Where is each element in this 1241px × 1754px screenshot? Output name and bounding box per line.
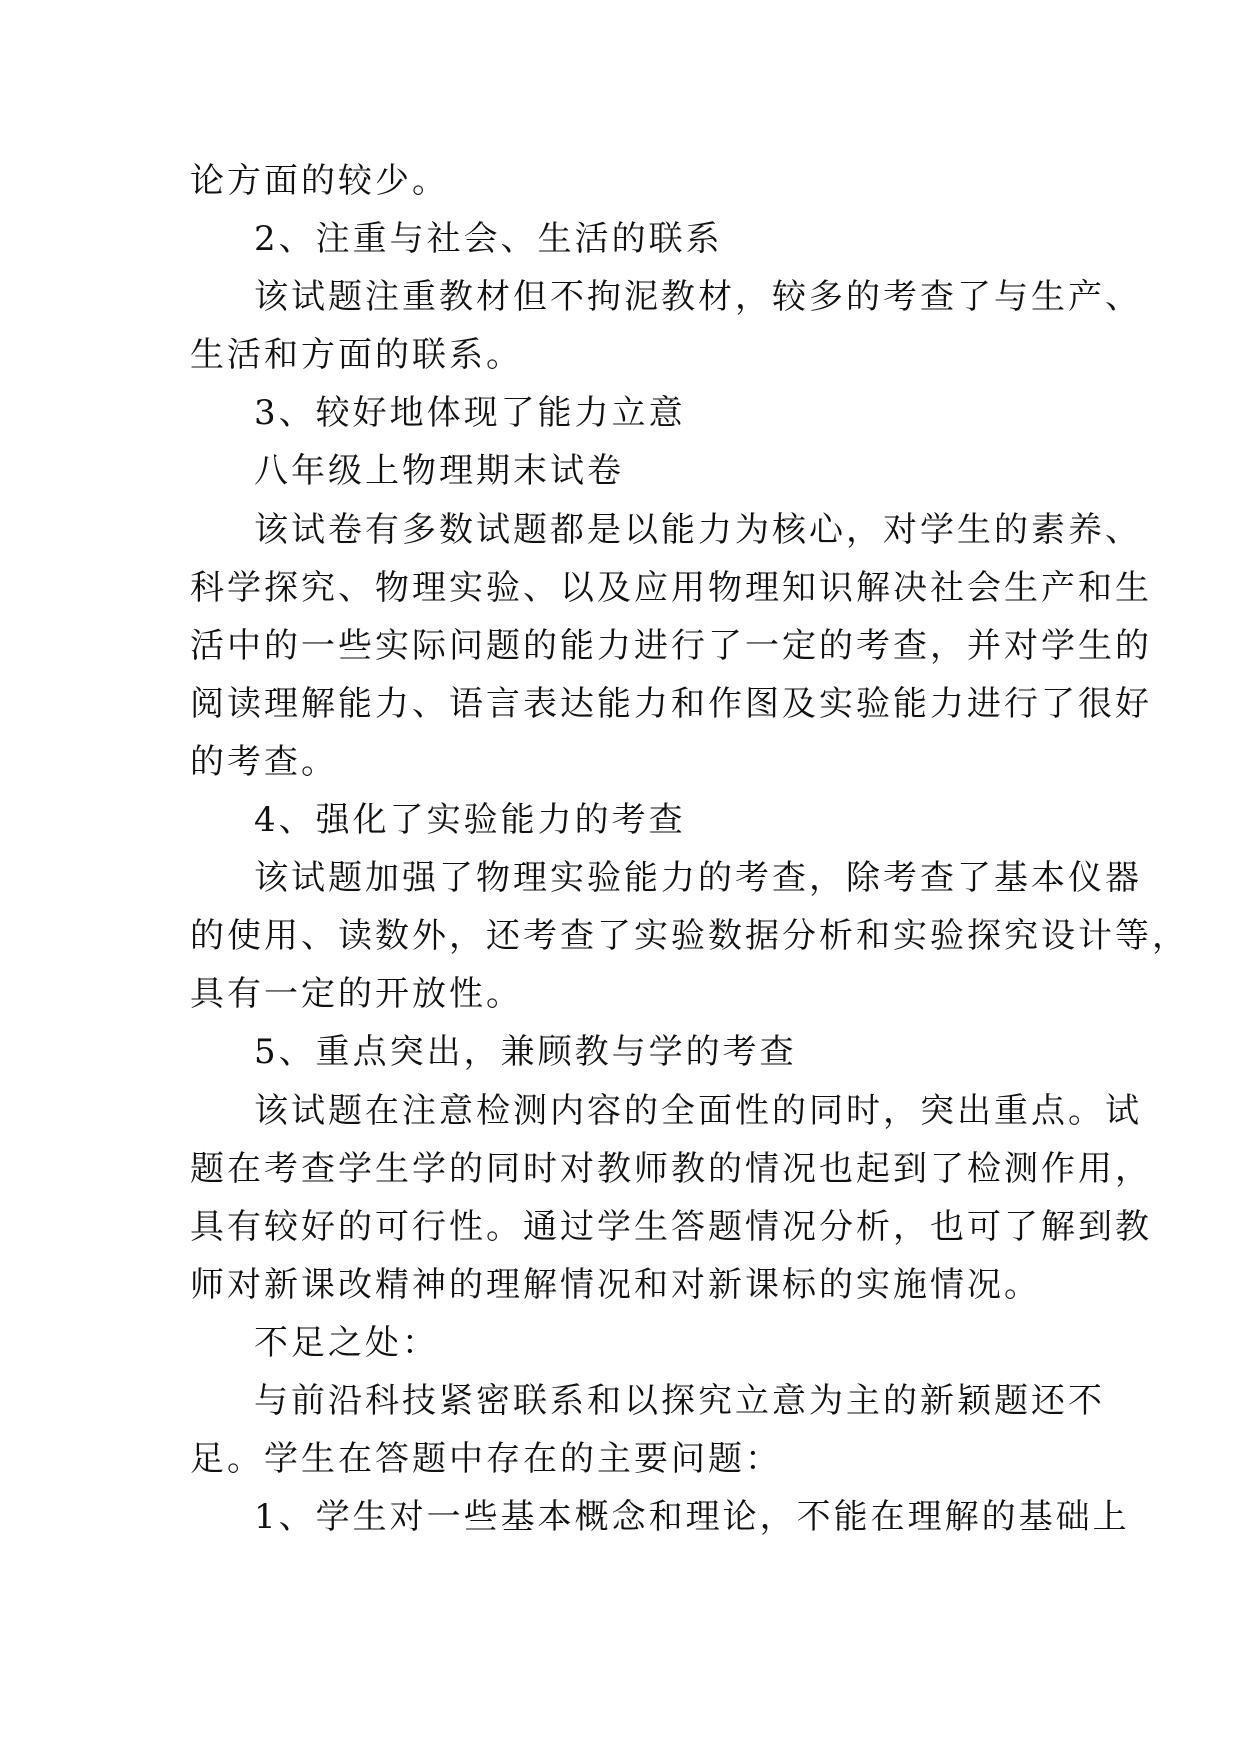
text-line: 题在考查学生学的同时对教师教的情况也起到了检测作用，	[190, 1148, 1152, 1189]
text-line: 活中的一些实际问题的能力进行了一定的考查，并对学生的	[190, 625, 1152, 666]
text-line: 该试题加强了物理实验能力的考查，除考查了基本仪器	[254, 858, 1142, 899]
text-line: 与前沿科技紧密联系和以探究立意为主的新颖题还不	[254, 1380, 1105, 1421]
text-line: 该试题注重教材但不拘泥教材，较多的考查了与生产、	[254, 277, 1142, 318]
section-heading: 1、学生对一些基本概念和理论，不能在理解的基础上	[254, 1497, 1130, 1538]
text-line: 具有一定的开放性。	[190, 974, 523, 1015]
text-line: 的考查。	[190, 741, 338, 782]
text-line: 论方面的较少。	[190, 161, 449, 201]
text-line: 足。学生在答题中存在的主要问题：	[190, 1439, 782, 1480]
document-body	[190, 152, 1189, 1546]
section-heading: 5、重点突出，兼顾教与学的考查	[254, 1032, 797, 1073]
text-line: 师对新课改精神的理解情况和对新课标的实施情况。	[190, 1264, 1041, 1305]
section-heading: 4、强化了实验能力的考查	[254, 800, 686, 841]
section-heading: 3、较好地体现了能力立意	[254, 393, 686, 434]
section-heading: 不足之处：	[254, 1322, 439, 1363]
text-line: 具有较好的可行性。通过学生答题情况分析，也可了解到教	[190, 1206, 1152, 1247]
text-line: 生活和方面的联系。	[190, 335, 523, 376]
text-line: 科学探究、物理实验、以及应用物理知识解决社会生产和生	[190, 567, 1152, 608]
text-line: 该试题在注意检测内容的全面性的同时，突出重点。试	[254, 1090, 1142, 1131]
text-line: 该试卷有多数试题都是以能力为核心，对学生的素养、	[254, 509, 1142, 550]
section-heading: 2、注重与社会、生活的联系	[254, 219, 723, 260]
text-line: 的使用、读数外，还考查了实验数据分析和实验探究设计等，	[190, 916, 1189, 957]
text-line: 阅读理解能力、语言表达能力和作图及实验能力进行了很好	[190, 683, 1152, 724]
text-line: 八年级上物理期末试卷	[254, 451, 624, 492]
